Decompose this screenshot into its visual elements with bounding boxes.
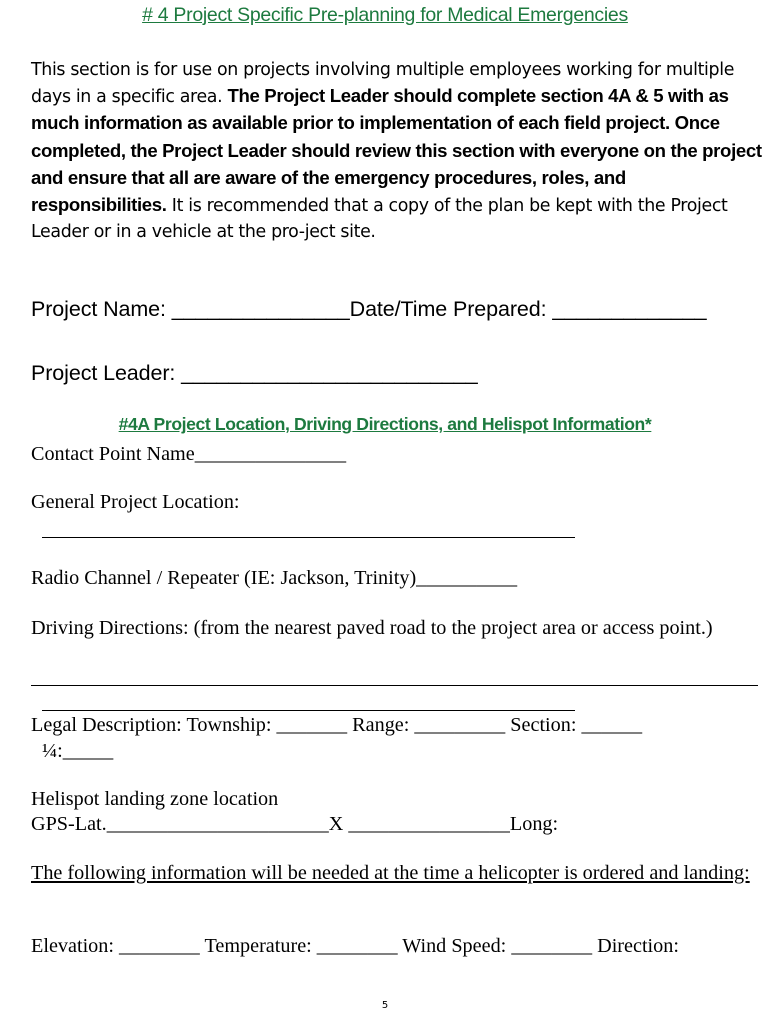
helicopter-note xyxy=(31,861,759,885)
driving-directions-text: Driving Directions: (from the nearest paved road to the project area or access point.) xyxy=(31,617,713,639)
intro-text-end: It is recommended that a copy of the plan be kept with the Project Leader or in a vehicle at the pro-ject site. xyxy=(31,196,728,243)
page-number: 5 xyxy=(381,1000,389,1011)
driving-directions-line-1[interactable] xyxy=(31,685,758,686)
intro-text: This section is for use on projects involving multiple employees working for multiple days in a specific area. xyxy=(31,60,735,108)
section-title: # 4 Project Specific Pre-planning for Medical Emergencies xyxy=(142,4,628,26)
driving-directions-line-2[interactable] xyxy=(42,710,575,711)
helispot-heading: Helispot landing zone location xyxy=(31,788,279,810)
project-name-field[interactable]: Project Name: _______________Date/Time Prepared: _____________ xyxy=(31,297,707,321)
general-location-label: General Project Location: xyxy=(31,491,240,513)
quarter-field[interactable]: ¼:_____ xyxy=(42,740,114,762)
driving-directions-label xyxy=(31,616,759,640)
intro-bold-text: The Project Leader should complete section 4A & 5 with as much information as available prior to implementation of each field project. Once completed, the Project Leader should review this section with everyone on the project and ensure that all are aware of the emergency procedures, roles, and responsibilities. xyxy=(31,85,762,216)
project-leader-field[interactable]: Project Leader: _________________________ xyxy=(31,361,478,385)
radio-channel-field[interactable]: Radio Channel / Repeater (IE: Jackson, Trinity)__________ xyxy=(31,567,518,589)
general-location-line[interactable] xyxy=(42,537,575,538)
section-4a-title: #4A Project Location, Driving Directions, and Helispot Information* xyxy=(118,414,652,434)
gps-field[interactable]: GPS-Lat.______________________X ________________Long: xyxy=(31,813,559,835)
helicopter-note-text: The following information will be needed at the time a helicopter is ordered and landing: xyxy=(31,862,750,884)
intro-paragraph xyxy=(31,57,763,245)
legal-description-field[interactable]: Legal Description: Township: _______ Range: _________ Section: ______ xyxy=(31,714,643,736)
contact-point-field[interactable]: Contact Point Name_______________ xyxy=(31,443,347,465)
conditions-field[interactable]: Elevation: ________ Temperature: ________ Wind Speed: ________ Direction: xyxy=(31,935,679,957)
